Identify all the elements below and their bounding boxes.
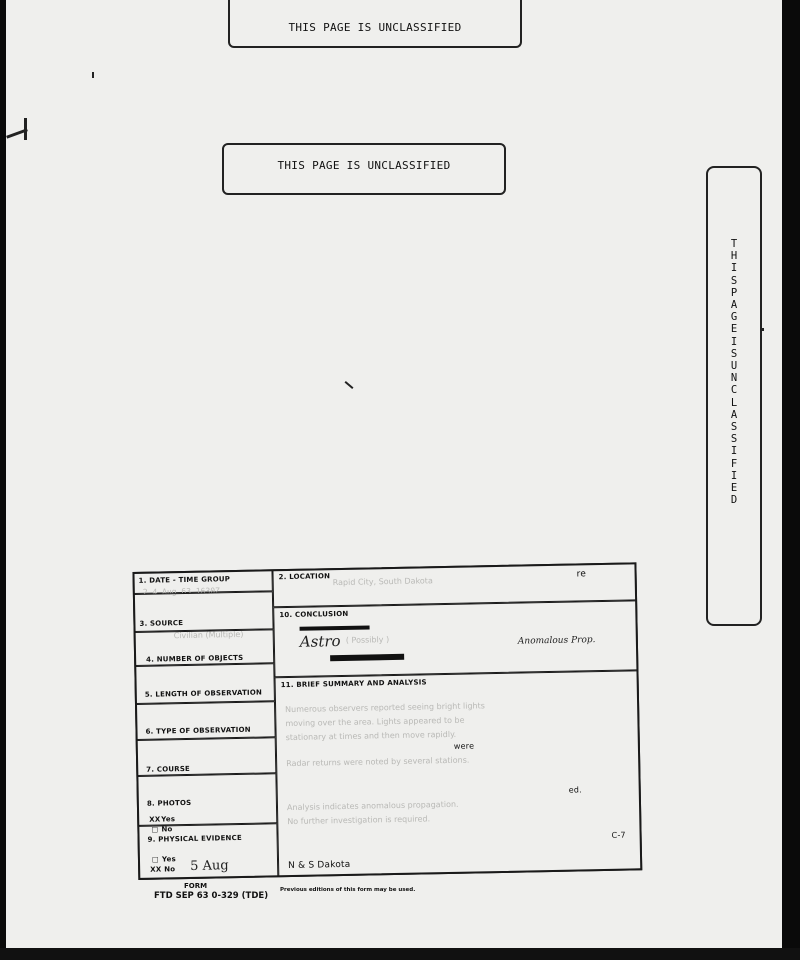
scan-edge-bottom (0, 948, 800, 960)
scan-mark (24, 118, 27, 140)
conclusion-faded-value: ( Possibly ) (345, 635, 390, 645)
evidence-no: No (164, 865, 176, 874)
summary-faded-line: No further investigation is required. (287, 814, 431, 827)
classification-stamp-side (706, 166, 762, 626)
classification-stamp-middle-text: THIS PAGE IS UNCLASSIFIED (277, 159, 451, 172)
scan-mark (92, 72, 94, 78)
scan-mark (760, 328, 764, 331)
length-label: 5. LENGTH OF OBSERVATION (144, 688, 263, 699)
summary-faded-line: stationary at times and then move rapidly. (285, 729, 457, 743)
course-label: 7. COURSE (146, 764, 191, 774)
location-faded-value: Rapid City, South Dakota (332, 576, 433, 588)
classification-stamp-middle (222, 143, 506, 195)
evidence-yes-box: □ (151, 855, 159, 864)
location-partial: re (576, 569, 587, 580)
scan-mark (345, 381, 354, 389)
summary-visible-word: ed. (568, 785, 582, 795)
classification-stamp-side-text: THIS PAGE IS UNCLASSIFIED (730, 238, 738, 507)
conclusion-note: Anomalous Prop. (517, 635, 596, 647)
summary-faded-line: Radar returns were noted by several stations. (286, 755, 470, 769)
date-redacted-value: 2 4 Aug 63 1630Z (142, 586, 220, 597)
page-code: C-7 (611, 830, 626, 840)
form-label: FORM (184, 882, 208, 890)
summary-visible-word: were (453, 741, 475, 751)
photos-yes: Yes (161, 815, 176, 824)
date-label: 1. DATE - TIME GROUP (138, 575, 231, 585)
classification-stamp-top (228, 0, 522, 48)
evidence-yes: Yes (161, 855, 177, 864)
conclusion-label: 10. CONCLUSION (279, 609, 349, 620)
source-label: 3. SOURCE (139, 619, 184, 628)
date-written: 5 Aug (189, 858, 229, 874)
objects-label: 4. NUMBER OF OBJECTS (146, 653, 244, 664)
conclusion-handwritten: Astro (299, 632, 341, 651)
photos-mark: XX (149, 815, 161, 824)
evidence-label: 9. PHYSICAL EVIDENCE (147, 833, 242, 844)
photos-no: No (161, 825, 173, 834)
record-card-form (132, 538, 642, 880)
form-notice: Previous editions of this form may be used. (280, 887, 416, 893)
summary-faded-line: moving over the area. Lights appeared to be (285, 715, 465, 729)
summary-faded-line: Numerous observers reported seeing bright lights (285, 701, 485, 715)
classification-stamp-top-text: THIS PAGE IS UNCLASSIFIED (288, 21, 462, 34)
photos-label: 8. PHOTOS (146, 798, 192, 808)
source-faded-value: Civilian (Multiple) (173, 629, 244, 641)
evidence-mark: XX (150, 865, 162, 874)
location-written: N & S Dakota (288, 859, 351, 872)
form-id: FTD SEP 63 0-329 (TDE) (154, 891, 269, 901)
summary-label: 11. BRIEF SUMMARY AND ANALYSIS (280, 678, 427, 690)
type-label: 6. TYPE OF OBSERVATION (145, 725, 251, 736)
summary-faded-line: Analysis indicates anomalous propagation. (286, 799, 459, 813)
document-page (6, 0, 782, 948)
photos-no-box: □ (151, 825, 159, 834)
location-label: 2. LOCATION (278, 572, 331, 582)
